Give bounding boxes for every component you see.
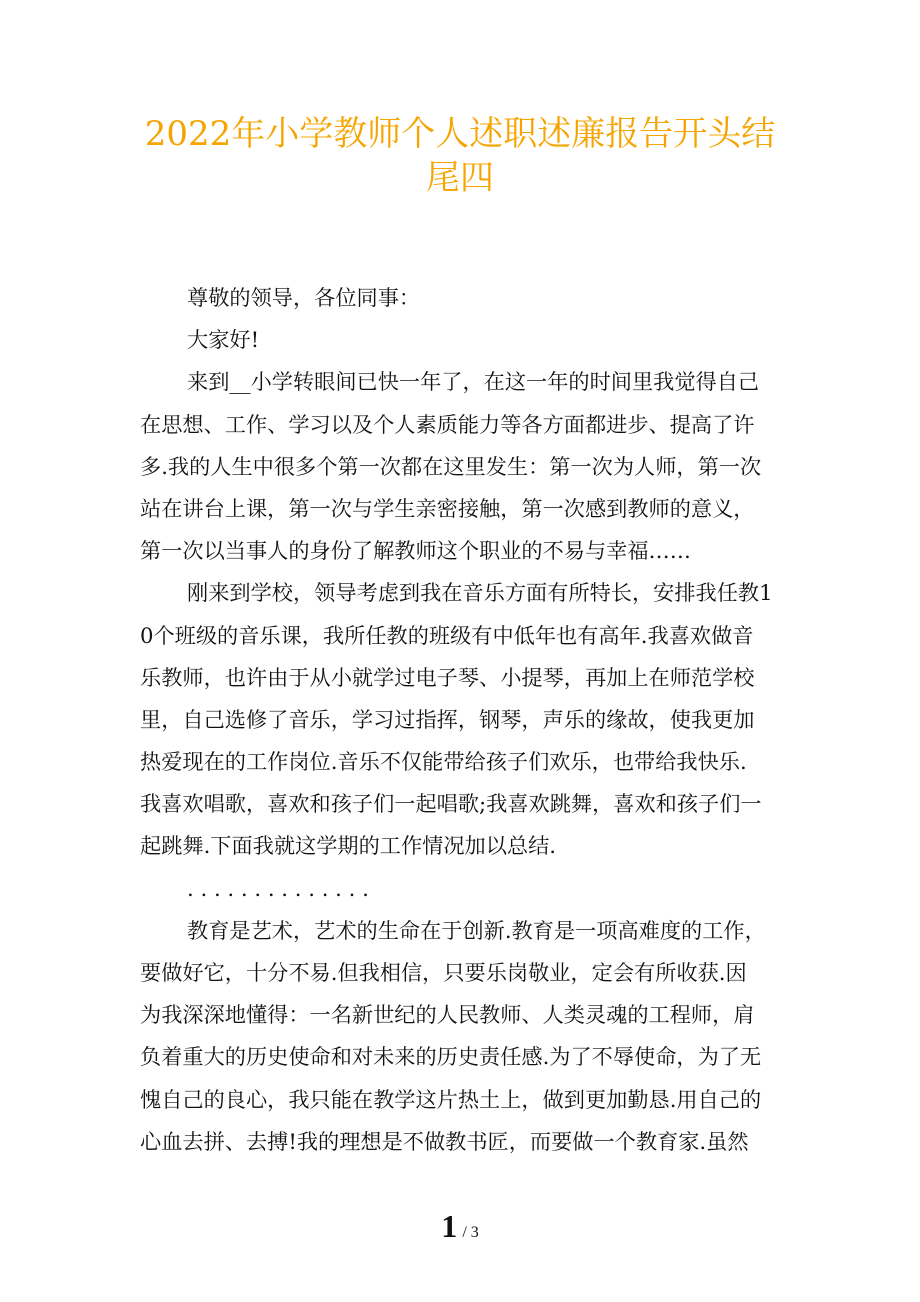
title-line: 尾四 bbox=[426, 158, 494, 198]
text-line: 在思想、工作、学习以及个人素质能力等各方面都进步、提高了许 bbox=[140, 411, 755, 437]
text-line: 站在讲台上课，第一次与学生亲密接触，第一次感到教师的意义， bbox=[140, 495, 755, 521]
text-line: 尊敬的领导，各位同事： bbox=[187, 285, 421, 310]
text-line: 大家好! bbox=[187, 327, 260, 353]
total-pages: / 3 bbox=[462, 1224, 479, 1241]
text-line: 愧自己的良心，我只能在教学这片热土上，做到更加勤恳.用自己的 bbox=[140, 1086, 762, 1112]
text-line: 刚来到学校，领导考虑到我在音乐方面有所特长，安排我任教1 bbox=[187, 580, 773, 606]
text-line: 乐教师，也许由于从小就学过电子琴、小提琴，再加上在师范学校 bbox=[140, 664, 755, 690]
text-line: 我喜欢唱歌，喜欢和孩子们一起唱歌;我喜欢跳舞，喜欢和孩子们一 bbox=[140, 791, 762, 817]
text-line: 教育是艺术，艺术的生命在于创新.教育是一项高难度的工作， bbox=[187, 917, 766, 943]
current-page: 1 bbox=[441, 1208, 458, 1244]
text-line: 第一次以当事人的身份了解教师这个职业的不易与幸福…… bbox=[140, 538, 691, 564]
document-body bbox=[140, 277, 790, 1163]
document-title bbox=[0, 112, 920, 200]
text-line: 热爱现在的工作岗位.音乐不仅能带给孩子们欢乐，也带给我快乐. bbox=[140, 749, 747, 775]
text-line: 来到__小学转眼间已快一年了，在这一年的时间里我觉得自己 bbox=[187, 369, 760, 395]
text-line: 里，自己选修了音乐，学习过指挥，钢琴，声乐的缘故，使我更加 bbox=[140, 706, 755, 732]
text-line: 多.我的人生中很多个第一次都在这里发生：第一次为人师，第一次 bbox=[140, 453, 762, 479]
text-line: 负着重大的历史使命和对未来的历史责任感.为了不辱使命，为了无 bbox=[140, 1044, 762, 1070]
page-indicator bbox=[0, 1208, 920, 1245]
text-line: 起跳舞.下面我就这学期的工作情况加以总结. bbox=[140, 833, 557, 859]
title-line: 2022年小学教师个人述职述廉报告开头结 bbox=[144, 114, 776, 154]
text-line: 要做好它，十分不易.但我相信，只要乐岗敬业，定会有所收获.因 bbox=[140, 960, 747, 985]
text-line: 心血去拼、去搏!我的理想是不做教书匠，而要做一个教育家.虽然 bbox=[140, 1128, 749, 1154]
text-line: 为我深深地懂得：一名新世纪的人民教师、人类灵魂的工程师，肩 bbox=[140, 1002, 755, 1028]
text-line: . . . . . . . . . . . . . . bbox=[187, 875, 369, 901]
text-line: 0个班级的音乐课，我所任教的班级有中低年也有高年.我喜欢做音 bbox=[140, 622, 754, 648]
